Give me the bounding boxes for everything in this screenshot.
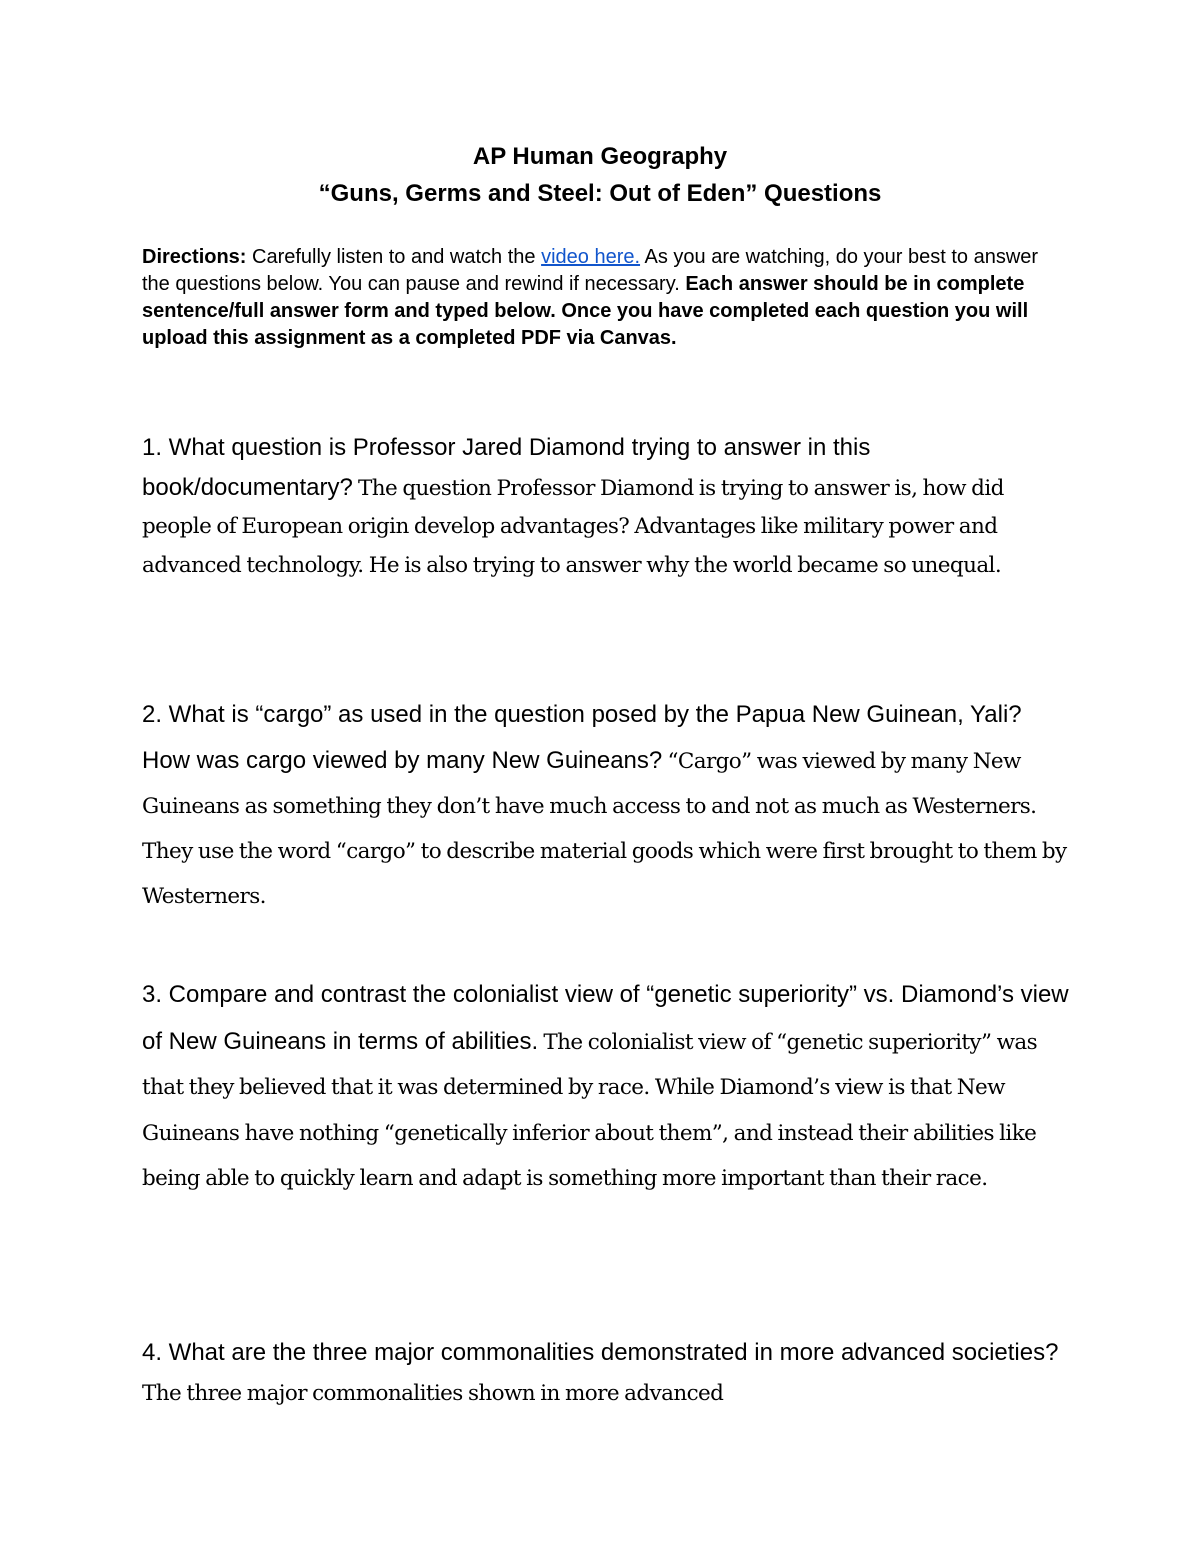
directions-text: Carefully listen to and watch the xyxy=(246,246,542,268)
answer-1: The question Professor Diamond is trying to answer is, how did people of European origin develop advantages? Advantages like military power and advanced technology. He is also trying to answer why the world became so unequal. xyxy=(142,475,1004,578)
answer-4: The three major commonalities shown in more advanced xyxy=(142,1381,724,1406)
directions-label: Directions: xyxy=(142,246,247,268)
video-link[interactable]: video here. xyxy=(541,246,641,268)
question-3: 3. Compare and contrast the colonialist view of “genetic superiority” vs. Diamond’s view of New Guineans in terms of abilities. xyxy=(142,981,1069,1055)
directions-instructions: Each answer should be in complete sentence/full answer form and typed below. Once you have completed each question you will upload this assignment as a completed PDF via Canvas. xyxy=(142,273,1029,349)
answer-3: The colonialist view of “genetic superiority” was that they believed that it was determined by race. While Diamond’s view is that New Guineans have nothing “genetically inferior about them”, and instead their abilities like being able to quickly learn and adapt is something more important than their race. xyxy=(142,1029,1038,1191)
question-2: 2. What is “cargo” as used in the question posed by the Papua New Guinean, Yali? How was cargo viewed by many New Guineans? xyxy=(142,701,1022,774)
document-title: AP Human Geography xyxy=(472,143,728,170)
question-block-1 xyxy=(142,430,1072,586)
question-4: 4. What are the three major commonalities demonstrated in more advanced societies? xyxy=(142,1339,1059,1366)
directions-paragraph xyxy=(142,244,1067,352)
answer-2: “Cargo” was viewed by many New Guineans as something they don’t have much access to and not as much as Westerners. They use the word “cargo” to describe material goods which were first brought to them by Westerners. xyxy=(142,749,1067,909)
question-block-2 xyxy=(142,693,1072,920)
directions-text-continued: As you are watching, do your best to answer the questions below. You can pause and rewind if necessary. xyxy=(142,246,1039,295)
question-block-3 xyxy=(142,973,1072,1203)
question-block-4 xyxy=(142,1334,1072,1415)
document-subtitle: “Guns, Germs and Steel: Out of Eden” Questions xyxy=(318,180,882,207)
question-1: 1. What question is Professor Jared Diamond trying to answer in this book/documentary? xyxy=(142,434,871,501)
